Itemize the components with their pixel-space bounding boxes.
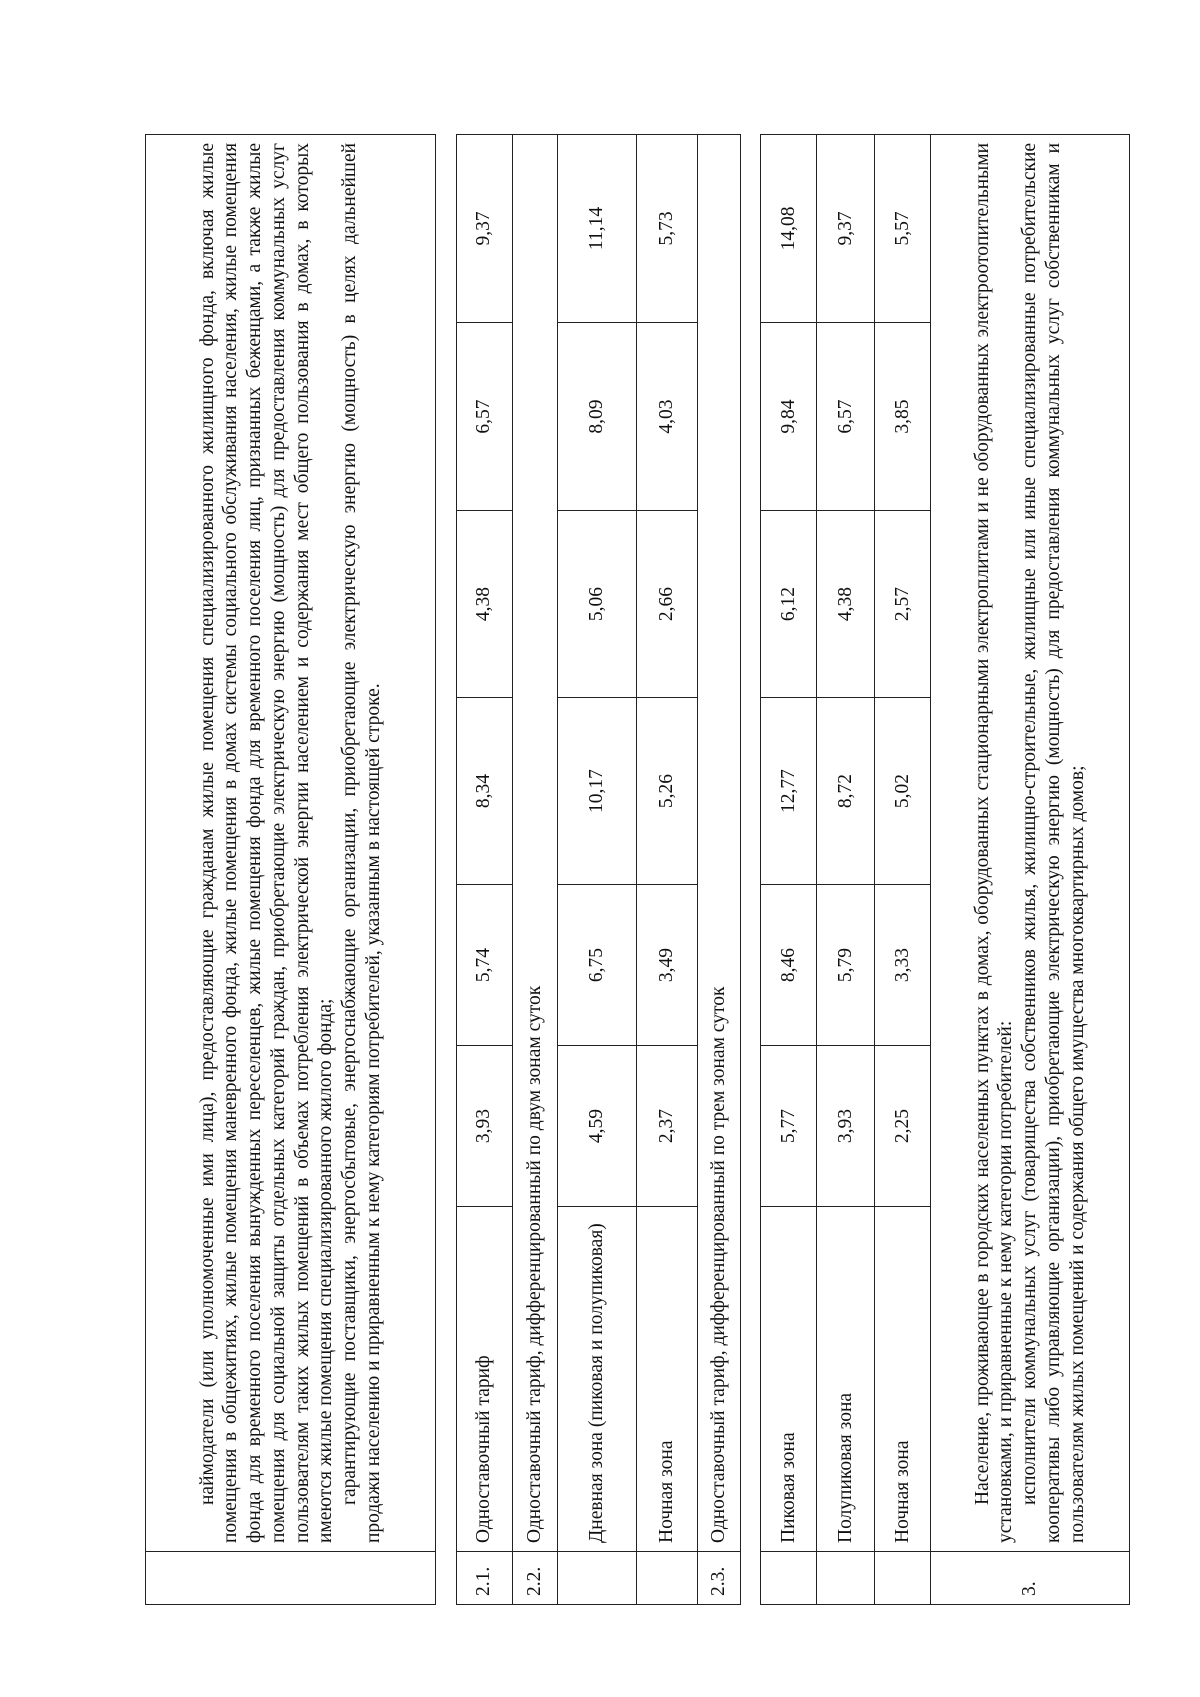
table-row (816, 134, 874, 1604)
row-label: Дневная зона (пиковая и полупиковая) (557, 1207, 637, 1552)
table-cell: 3,49 (637, 885, 697, 1046)
row-number: 2.3. (697, 1552, 740, 1605)
row-header: Одноставочный тариф, дифференцированный по двум зонам суток (512, 134, 557, 1551)
table-cell: 11,14 (557, 134, 637, 322)
table-row (557, 134, 637, 1604)
table-cell: 2,37 (637, 1046, 697, 1207)
row-number-cell (637, 1552, 697, 1605)
tariff-table (145, 134, 1130, 1605)
row-number: 2.2. (512, 1552, 557, 1605)
table-row (637, 134, 697, 1604)
table-row (456, 134, 512, 1604)
table-cell: 6,57 (456, 323, 512, 511)
row-number-cell (816, 1552, 874, 1605)
row-label: Ночная зона (637, 1207, 697, 1552)
table-cell: 3,93 (456, 1046, 512, 1207)
row-label: Одноставочный тариф (456, 1207, 512, 1552)
table-cell: 6,12 (761, 511, 817, 698)
row-header: Одноставочный тариф, дифференцированный по трем зонам суток (697, 134, 740, 1551)
table-cell: 14,08 (761, 134, 817, 322)
table-cell: 2,57 (875, 511, 931, 698)
table-row-continued-text (146, 134, 436, 1604)
table-cell: 8,72 (816, 698, 874, 885)
rotated-page (145, 135, 1130, 1605)
table-cell: 2,66 (637, 511, 697, 698)
section-3-text-cell (930, 134, 1129, 1551)
table-cell: 3,93 (816, 1046, 874, 1207)
row-number-cell (761, 1552, 817, 1605)
text-paragraph: Население, проживающее в городских населенных пунктах в домах, оборудованных стационарными электроплитами и не оборудованных электроотопительными установками, и приравненные к нему категории потребителей: (971, 142, 1017, 1543)
table-cell: 5,74 (456, 885, 512, 1046)
table-cell: 9,37 (816, 134, 874, 322)
table-cell: 9,84 (761, 323, 817, 511)
table-cell: 4,38 (456, 511, 512, 698)
row-number-cell (557, 1552, 637, 1605)
table-row (761, 134, 817, 1604)
table-cell: 4,38 (816, 511, 874, 698)
row-label: Ночная зона (875, 1207, 931, 1552)
table-cell: 6,57 (816, 323, 874, 511)
row-label: Полупиковая зона (816, 1207, 874, 1552)
table-cell: 10,17 (557, 698, 637, 885)
table-cell: 8,34 (456, 698, 512, 885)
continued-text-cell (146, 134, 436, 1551)
table-cell: 4,59 (557, 1046, 637, 1207)
text-paragraph: наймодатели (или уполномоченные ими лица), предоставляющие гражданам жилые помещения специализированного жилищного фонда, включая жилые помещения в общежитиях, жилые помещения маневренного фонда, жилые помещения в домах системы социального обслуживания населения, жилые помещения фонда для временного поселения вынужденных переселенцев, жилые помещения фонда для временного поселения лиц, признанных беженцами, а также жилые помещения для социальной защиты отдельных категорий граждан, приобретающие электрическую энергию (мощность) для предоставления коммунальных услуг пользователям таких жилых помещений в объемах потребления электрической энергии населением и содержания мест общего пользования в домах, в которых имеются жилые помещения специализированного жилого фонда; (196, 142, 337, 1543)
row-number: 2.1. (456, 1552, 512, 1605)
text-paragraph: гарантирующие поставщики, энергосбытовые, энергоснабжающие организации, приобретающие электрическую энергию (мощность) в целях дальнейшей продажи населению и приравненным к нему категориям потребителей, указанным в настоящей строке. (339, 142, 385, 1543)
table-cell: 12,77 (761, 698, 817, 885)
table-cell: 5,73 (637, 134, 697, 322)
table-cell: 5,79 (816, 885, 874, 1046)
table-spacer (436, 134, 456, 1604)
row-number: 3. (930, 1552, 1129, 1605)
table-cell: 8,09 (557, 323, 637, 511)
table-spacer (740, 134, 760, 1604)
table-cell: 5,57 (875, 134, 931, 322)
table-cell: 5,06 (557, 511, 637, 698)
table-cell: 5,26 (637, 698, 697, 885)
table-cell: 9,37 (456, 134, 512, 322)
table-row-header (697, 134, 740, 1604)
row-number-cell (146, 1552, 436, 1605)
table-row-section-3 (930, 134, 1129, 1604)
table-cell: 3,33 (875, 885, 931, 1046)
text-paragraph: исполнители коммунальных услуг (товарищества собственников жилья, жилищно-строительные, жилищные или иные специализированные потребительские кооперативы либо управляющие организации), приобретающие электрическую энергию (мощность) для предоставления коммунальных услуг собственникам и пользователям жилых помещений и содержания общего имущества многоквартирных домов; (1019, 142, 1088, 1543)
table-cell: 5,02 (875, 698, 931, 885)
row-label: Пиковая зона (761, 1207, 817, 1552)
table-cell: 8,46 (761, 885, 817, 1046)
table-row (875, 134, 931, 1604)
table-cell: 5,77 (761, 1046, 817, 1207)
table-cell: 2,25 (875, 1046, 931, 1207)
row-number-cell (875, 1552, 931, 1605)
table-cell: 3,85 (875, 323, 931, 511)
table-cell: 6,75 (557, 885, 637, 1046)
table-row-header (512, 134, 557, 1604)
table-cell: 4,03 (637, 323, 697, 511)
